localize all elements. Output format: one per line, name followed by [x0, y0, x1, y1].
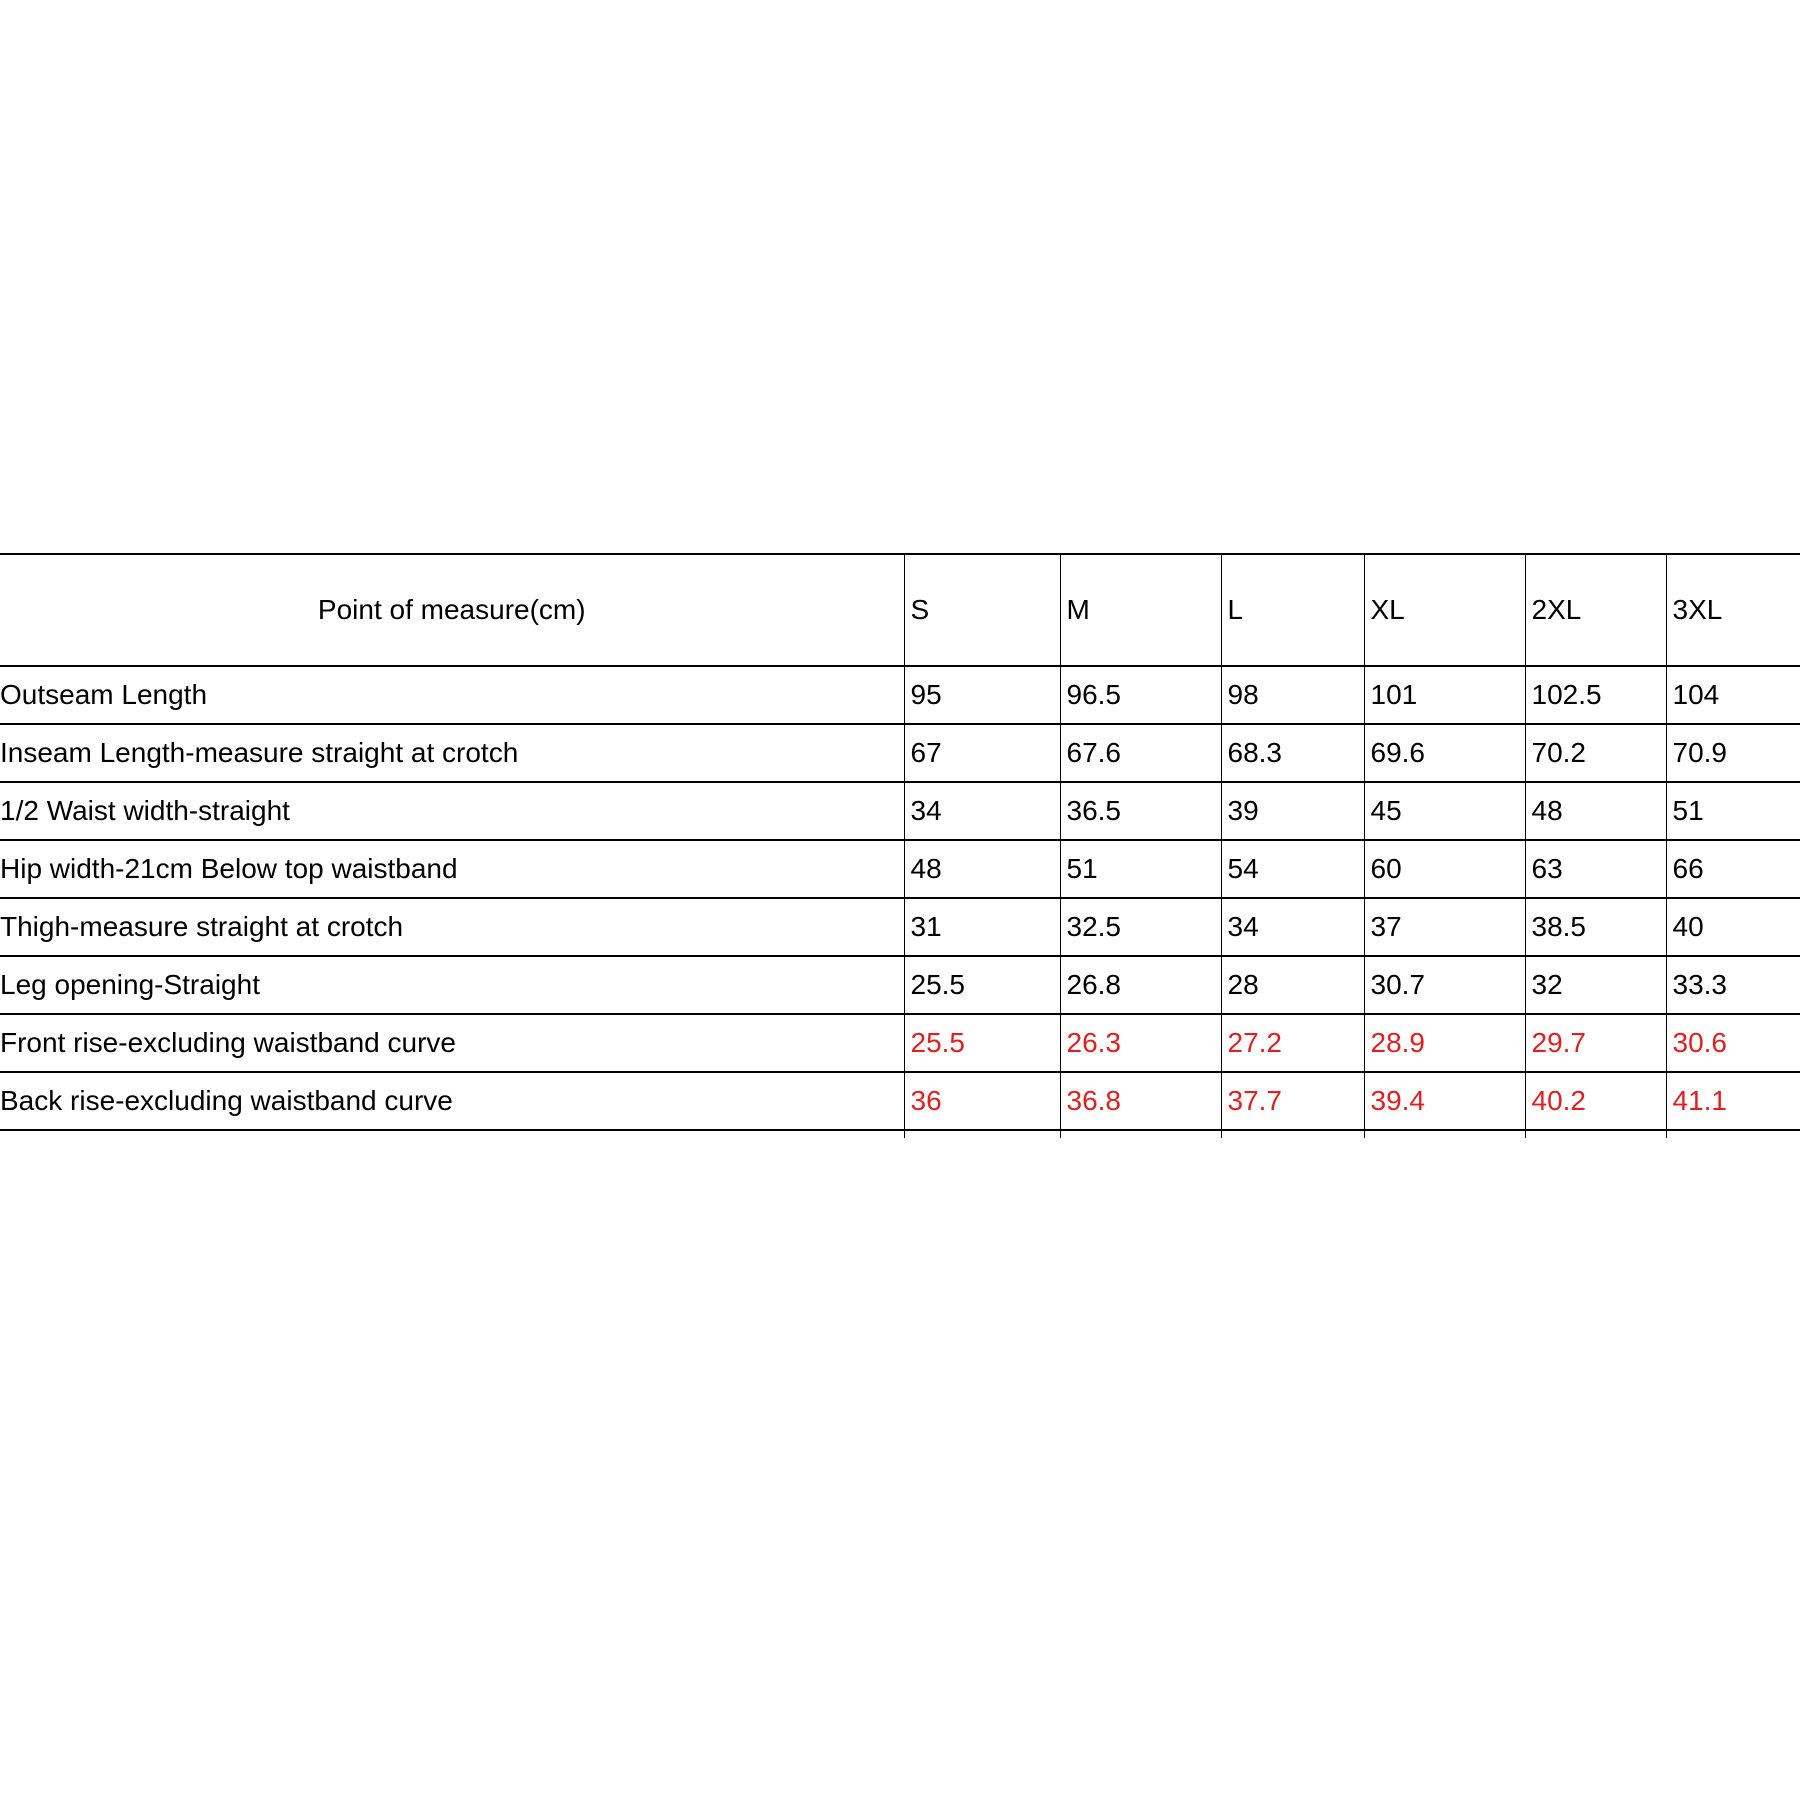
column-tail — [1060, 1128, 1061, 1138]
table-header — [0, 554, 1800, 666]
measure-value-3xl: 66 — [1666, 840, 1800, 898]
measure-label: Front rise-excluding waistband curve — [0, 1014, 904, 1072]
measure-value-3xl: 104 — [1666, 666, 1800, 724]
measure-value-xl: 101 — [1364, 666, 1525, 724]
measure-value-3xl: 33.3 — [1666, 956, 1800, 1014]
size-chart-table — [0, 553, 1800, 1131]
measure-value-m: 51 — [1060, 840, 1221, 898]
size-header-m: M — [1060, 554, 1221, 666]
table-row — [0, 840, 1800, 898]
measure-value-l: 27.2 — [1221, 1014, 1364, 1072]
table-row — [0, 724, 1800, 782]
column-tail — [1364, 1128, 1365, 1138]
measure-value-s: 36 — [904, 1072, 1060, 1130]
measure-value-m: 96.5 — [1060, 666, 1221, 724]
size-header-3xl: 3XL — [1666, 554, 1800, 666]
measure-value-xl: 28.9 — [1364, 1014, 1525, 1072]
size-header-l: L — [1221, 554, 1364, 666]
measure-value-3xl: 40 — [1666, 898, 1800, 956]
measure-value-2xl: 70.2 — [1525, 724, 1666, 782]
header-row — [0, 554, 1800, 666]
measure-value-m: 32.5 — [1060, 898, 1221, 956]
measure-value-s: 67 — [904, 724, 1060, 782]
table-row — [0, 782, 1800, 840]
table-row — [0, 1014, 1800, 1072]
measure-label: Outseam Length — [0, 666, 904, 724]
measure-value-xl: 39.4 — [1364, 1072, 1525, 1130]
measure-label: Leg opening-Straight — [0, 956, 904, 1014]
measure-value-m: 26.8 — [1060, 956, 1221, 1014]
measure-value-l: 37.7 — [1221, 1072, 1364, 1130]
measure-value-2xl: 63 — [1525, 840, 1666, 898]
column-line-tails — [0, 1128, 1800, 1138]
measure-value-m: 26.3 — [1060, 1014, 1221, 1072]
measure-label: Hip width-21cm Below top waistband — [0, 840, 904, 898]
measure-value-xl: 69.6 — [1364, 724, 1525, 782]
measure-value-s: 95 — [904, 666, 1060, 724]
measure-value-m: 36.5 — [1060, 782, 1221, 840]
measure-value-s: 31 — [904, 898, 1060, 956]
measure-label: Inseam Length-measure straight at crotch — [0, 724, 904, 782]
measure-value-l: 68.3 — [1221, 724, 1364, 782]
measure-value-xl: 60 — [1364, 840, 1525, 898]
table-row — [0, 666, 1800, 724]
table-row — [0, 956, 1800, 1014]
table-body — [0, 666, 1800, 1130]
measure-value-3xl: 30.6 — [1666, 1014, 1800, 1072]
measure-value-l: 54 — [1221, 840, 1364, 898]
size-header-xl: XL — [1364, 554, 1525, 666]
point-of-measure-header: Point of measure(cm) — [0, 554, 904, 666]
measure-value-s: 25.5 — [904, 1014, 1060, 1072]
size-header-2xl: 2XL — [1525, 554, 1666, 666]
measure-value-l: 39 — [1221, 782, 1364, 840]
measure-value-m: 67.6 — [1060, 724, 1221, 782]
column-tail — [1525, 1128, 1526, 1138]
measure-value-2xl: 48 — [1525, 782, 1666, 840]
column-tail — [1666, 1128, 1667, 1138]
column-tail — [1221, 1128, 1222, 1138]
measure-value-xl: 45 — [1364, 782, 1525, 840]
measure-value-s: 48 — [904, 840, 1060, 898]
measure-value-3xl: 51 — [1666, 782, 1800, 840]
measure-value-2xl: 29.7 — [1525, 1014, 1666, 1072]
measure-value-2xl: 40.2 — [1525, 1072, 1666, 1130]
measure-value-xl: 30.7 — [1364, 956, 1525, 1014]
table-row — [0, 898, 1800, 956]
column-tail — [904, 1128, 905, 1138]
measure-label: Thigh-measure straight at crotch — [0, 898, 904, 956]
measure-value-s: 34 — [904, 782, 1060, 840]
measure-value-3xl: 41.1 — [1666, 1072, 1800, 1130]
measure-value-3xl: 70.9 — [1666, 724, 1800, 782]
measure-value-s: 25.5 — [904, 956, 1060, 1014]
measure-value-2xl: 32 — [1525, 956, 1666, 1014]
measure-value-m: 36.8 — [1060, 1072, 1221, 1130]
measure-value-l: 98 — [1221, 666, 1364, 724]
measure-value-2xl: 102.5 — [1525, 666, 1666, 724]
size-header-s: S — [904, 554, 1060, 666]
measure-label: Back rise-excluding waistband curve — [0, 1072, 904, 1130]
measure-value-l: 34 — [1221, 898, 1364, 956]
measure-label: 1/2 Waist width-straight — [0, 782, 904, 840]
measure-value-l: 28 — [1221, 956, 1364, 1014]
measure-value-xl: 37 — [1364, 898, 1525, 956]
measure-value-2xl: 38.5 — [1525, 898, 1666, 956]
table-row — [0, 1072, 1800, 1130]
